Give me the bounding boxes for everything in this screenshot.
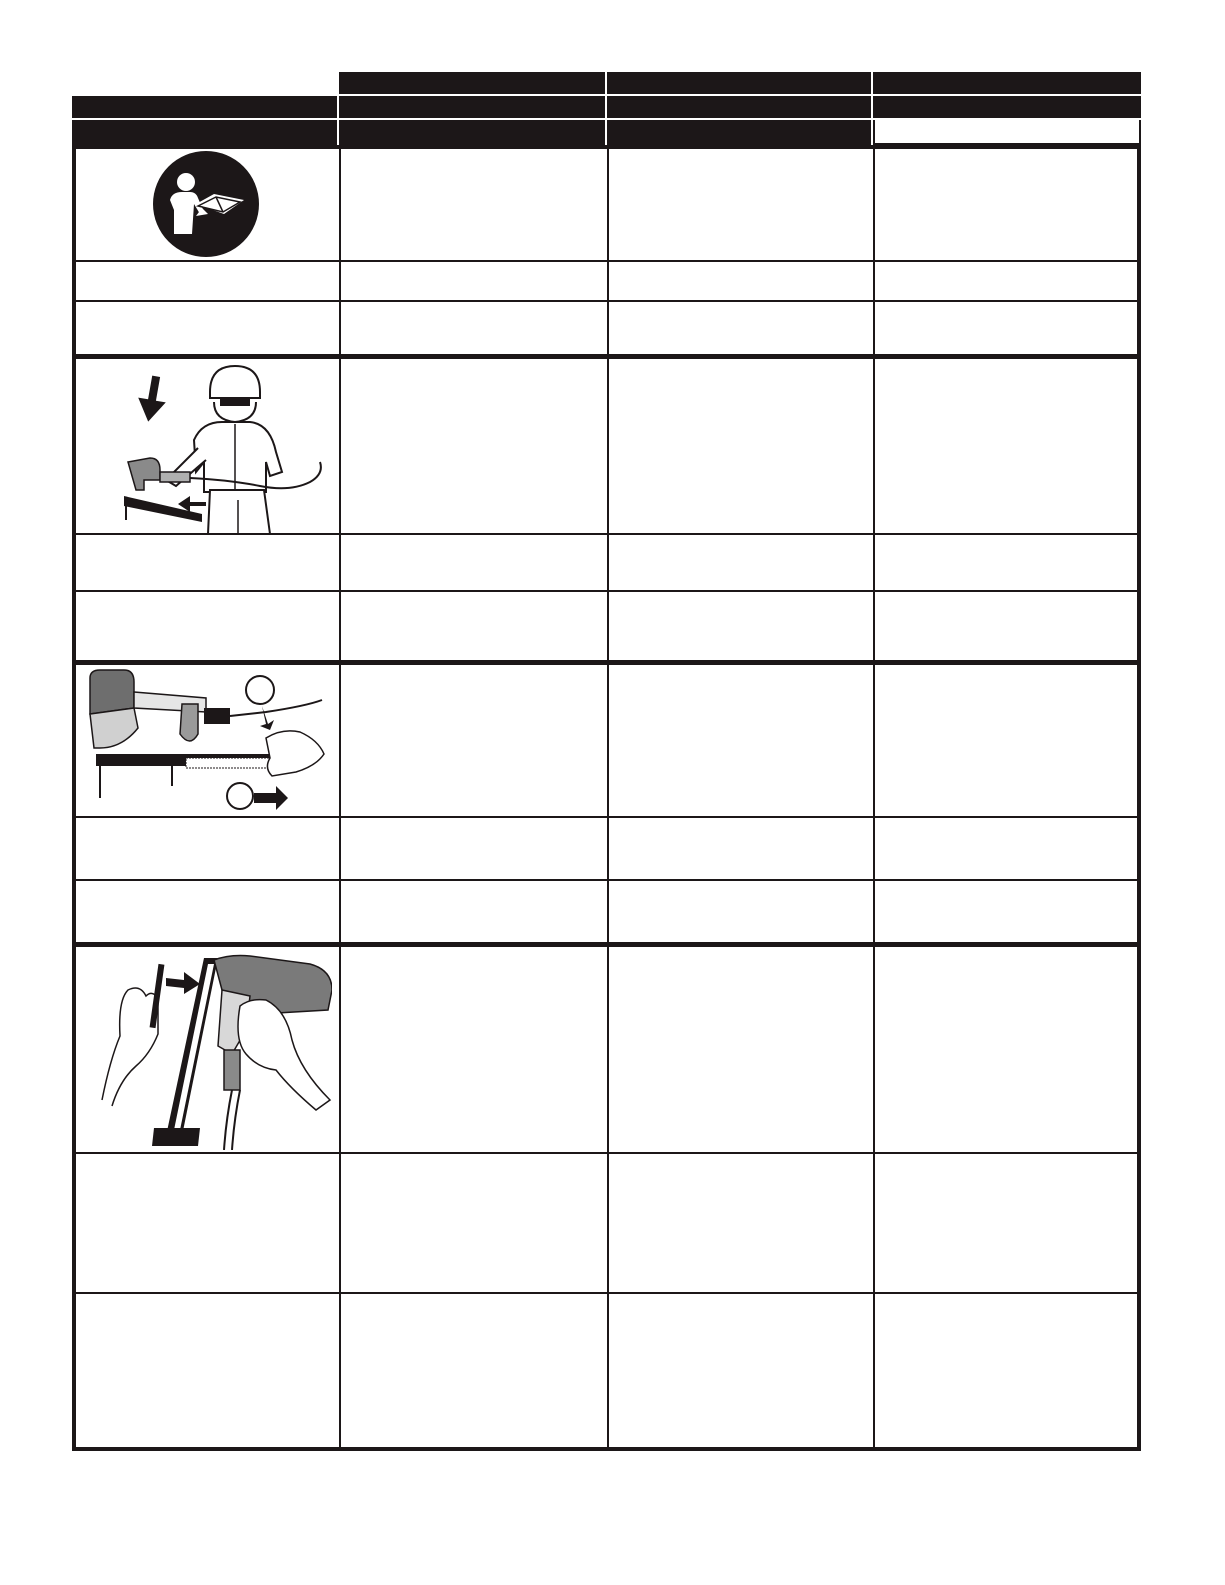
header-row-1-col-4 (873, 72, 1141, 94)
row-divider (76, 1152, 1137, 1154)
row-divider (76, 590, 1137, 592)
header-row-1-col-3 (607, 72, 871, 94)
release-magazine-illustration (86, 668, 330, 814)
header-row-3-col-2 (339, 120, 605, 145)
row-divider (76, 1292, 1137, 1294)
load-fasteners-illustration (100, 950, 332, 1150)
header-row-2-col-1 (72, 96, 337, 118)
row-divider (76, 879, 1137, 881)
header-row-1-col-2 (339, 72, 605, 94)
section-divider (76, 942, 1137, 947)
section-divider (76, 354, 1137, 359)
header-row-2-col-2 (339, 96, 605, 118)
disconnect-air-illustration (110, 362, 330, 534)
column-divider-2 (607, 149, 609, 1447)
row-divider (76, 300, 1137, 302)
header-row-3-col-4-outline (873, 120, 1141, 145)
column-divider-1 (339, 149, 341, 1447)
header-row-2-col-4 (873, 96, 1141, 118)
section-divider (76, 660, 1137, 665)
header-row-3-col-1 (72, 120, 337, 145)
header-row-2-col-3 (607, 96, 871, 118)
row-divider (76, 816, 1137, 818)
column-divider-3 (873, 149, 875, 1447)
header-row-3-col-3 (607, 120, 871, 145)
read-manual-icon (152, 150, 260, 258)
row-divider (76, 260, 1137, 262)
